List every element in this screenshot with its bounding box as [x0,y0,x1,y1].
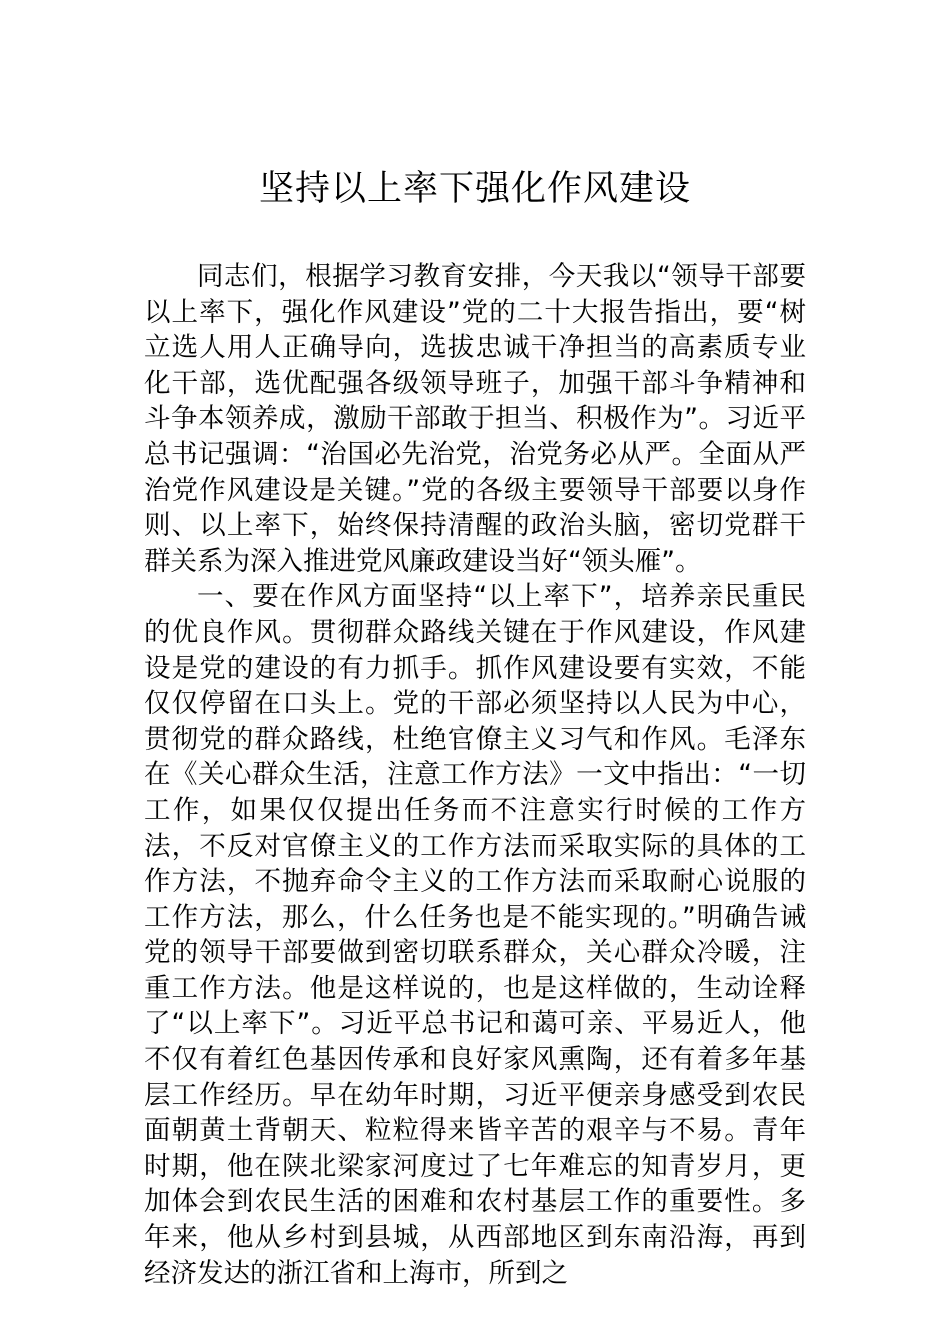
document-title: 坚持以上率下强化作风建设 [258,169,691,209]
paragraph-section-one: 一、要在作风方面坚持“以上率下”，培养亲民重民的优良作风。贯彻群众路线关键在于作风建设，作风建设是党的建设的有力抓手。抓作风建设要有实效，不能仅仅停留在口头上。党的干部必须坚持以人民为中心，贯彻党的群众路线，杜绝官僚主义习气和作风。毛泽东在《关心群众生活，注意工作方法》一文中指出：“一切工作，如果仅仅提出任务而不注意实行时候的工作方法，不反对官僚主义的工作方法而采取实际的具体的工作方法，不抛弃命令主义的工作方法而采取耐心说服的工作方法，那么，什么任务也是不能实现的。”明确告诫党的领导干部要做到密切联系群众，关心群众冷暖，注重工作方法。他是这样说的，也是这样做的，生动诠释了“以上率下”。习近平总书记和蔼可亲、平易近人，他不仅有着红色基因传承和良好家风熏陶，还有着多年基层工作经历。早在幼年时期，习近平便亲身感受到农民面朝黄土背朝天、粒粒得来皆辛苦的艰辛与不易。青年时期，他在陕北梁家河度过了七年难忘的知青岁月，更加体会到农民生活的困难和农村基层工作的重要性。多年来，他从乡村到县城，从西部地区到东南沿海，再到经济发达的浙江省和上海市，所到之 [144,581,806,1289]
paragraph-intro: 同志们，根据学习教育安排，今天我以“领导干部要以上率下，强化作风建设”党的二十大报告指出，要“树立选人用人正确导向，选拔忠诚干净担当的高素质专业化干部，选优配强各级领导班子，加强干部斗争精神和斗争本领养成，激励干部敢于担当、积极作为”。习近平总书记强调：“治国必先治党，治党务必从严。全面从严治党作风建设是关键。”党的各级主要领导干部要以身作则、以上率下，始终保持清醒的政治头脑，密切党群干群关系为深入推进党风廉政建设当好“领头雁”。 [144,261,806,577]
document-body [144,259,806,1291]
